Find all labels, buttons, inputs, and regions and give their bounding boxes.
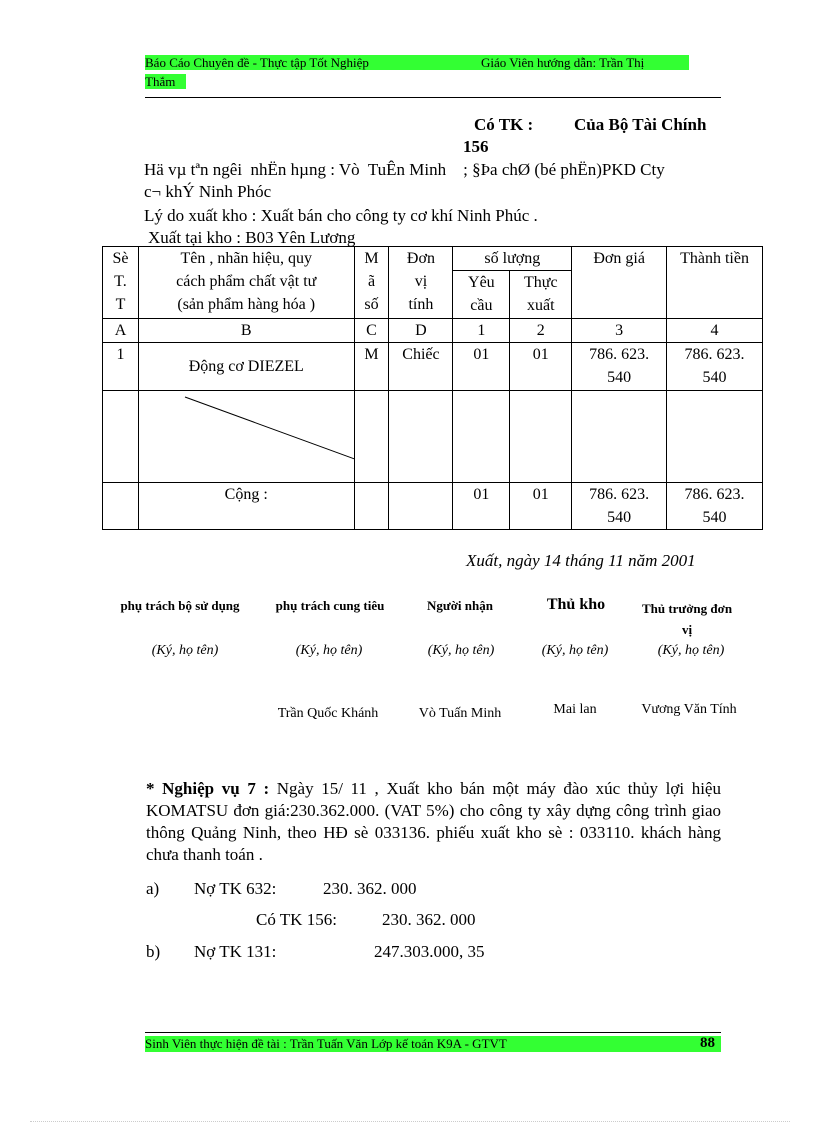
header-rule — [145, 97, 721, 98]
header-code: M ã số — [354, 247, 389, 319]
sig-note: (Ký, họ tên) — [657, 643, 725, 658]
co-tk-value: 156 — [463, 137, 489, 156]
sig-note: (Ký, họ tên) — [427, 643, 495, 658]
receiver-line2: c¬ khÝ Ninh Phóc — [144, 182, 272, 201]
entry-b-label: b) — [146, 942, 161, 961]
header-actual: Thực xuất — [510, 271, 572, 319]
entry-a-debit-value: 230. 362. 000 — [323, 879, 417, 898]
co-tk-label: Có TK : — [474, 115, 534, 134]
sig-name: Vương Văn Tính — [641, 702, 737, 717]
diagonal-cell — [138, 391, 354, 483]
page-number: 88 — [700, 1035, 715, 1051]
row-amount: 786. 623. 540 — [667, 343, 763, 391]
header-name: Tên , nhãn hiệu, quy cách phẩm chất vật tư (sản phẩm hàng hóa ) — [138, 247, 354, 319]
entry-b-debit: Nợ TK 131: — [194, 942, 277, 961]
page-edge — [30, 1121, 790, 1122]
entry-a-debit: Nợ TK 632: — [194, 879, 277, 898]
header-right: Giáo Viên hướng dẫn: Trần Thị — [481, 55, 645, 70]
code-cell: D — [389, 319, 453, 343]
diagonal-line — [139, 391, 355, 483]
row-required: 01 — [453, 343, 510, 391]
row-code: M — [354, 343, 389, 391]
code-cell: B — [138, 319, 354, 343]
header-price: Đơn giá — [572, 247, 667, 319]
header-line2: Thắm — [145, 74, 176, 89]
code-cell: 1 — [453, 319, 510, 343]
row-name: Động cơ DIEZEL — [138, 343, 354, 391]
row-unit: Chiếc — [389, 343, 453, 391]
header-stt: Sè T. T — [103, 247, 139, 319]
entry-a-credit-value: 230. 362. 000 — [382, 910, 476, 929]
sig-note: (Ký, họ tên) — [151, 643, 219, 658]
row-stt: 1 — [103, 343, 139, 391]
sig-name: Trần Quốc Khánh — [277, 706, 379, 721]
header-quantity: số lượng — [453, 247, 572, 271]
header-unit: Đơn vị tính — [389, 247, 453, 319]
footer-rule — [145, 1032, 721, 1033]
total-actual: 01 — [510, 483, 572, 530]
sig-title-storekeeper: Thủ kho — [546, 596, 606, 613]
total-required: 01 — [453, 483, 510, 530]
table-row-empty — [103, 391, 763, 483]
reason-line: Lý do xuất kho : Xuất bán cho công ty cơ khí Ninh Phúc . — [144, 206, 538, 225]
row-actual: 01 — [510, 343, 572, 391]
date-line: Xuất, ngày 14 tháng 11 năm 2001 — [466, 551, 696, 570]
receiver-line1: Hä vµ tªn ngêi nhËn hµng : Vò TuÊn Minh ; §Þa chØ (bé phËn)PKD Cty — [144, 160, 665, 179]
footer-text: Sinh Viên thực hiện đề tài : Trần Tuấn Văn Lớp kế toán K9A - GTVT — [145, 1036, 507, 1051]
total-amount: 786. 623. 540 — [667, 483, 763, 530]
code-cell: 2 — [510, 319, 572, 343]
entry-a-credit: Có TK 156: — [256, 910, 337, 929]
transaction-paragraph — [146, 778, 721, 866]
total-row — [103, 483, 763, 530]
transaction-text: Ngày 15/ 11 , Xuất kho bán một máy đào xúc thủy lợi hiệu KOMATSU đơn giá:230.362.000. (VAT 5%) cho công ty xây dựng công trình giao thông Quảng Ninh, theo HĐ sè 033136. phiếu xuất kho sè : 033110. khách hàng chưa thanh toán . — [146, 779, 721, 864]
sig-note: (Ký, họ tên) — [295, 643, 363, 658]
sig-name: Mai lan — [553, 702, 597, 717]
sig-note: (Ký, họ tên) — [541, 643, 609, 658]
sig-title-supply: phụ trách cung tiêu — [275, 598, 385, 613]
ministry: Của Bộ Tài Chính — [574, 115, 707, 134]
warehouse-line: Xuất tại kho : B03 Yên Lương — [148, 228, 356, 247]
header-left: Báo Cáo Chuyên đề - Thực tập Tốt Nghiệp — [145, 55, 369, 70]
entry-a-label: a) — [146, 879, 160, 898]
entry-b-debit-value: 247.303.000, 35 — [374, 942, 485, 961]
header-amount: Thành tiền — [667, 247, 763, 319]
sig-name: Vò Tuấn Minh — [418, 706, 502, 721]
header-required: Yêu cầu — [453, 271, 510, 319]
code-cell: A — [103, 319, 139, 343]
code-cell: 3 — [572, 319, 667, 343]
sig-title-receiver: Người nhận — [427, 598, 493, 613]
transaction-label: * Nghiệp vụ 7 : — [146, 779, 270, 798]
row-price: 786. 623. 540 — [572, 343, 667, 391]
table-row — [103, 343, 763, 391]
code-cell: 4 — [667, 319, 763, 343]
issue-table — [102, 246, 763, 530]
sig-title-head: Thủ trưởng đơn vị — [641, 601, 733, 637]
code-cell: C — [354, 319, 389, 343]
total-price: 786. 623. 540 — [572, 483, 667, 530]
total-label: Cộng : — [138, 483, 354, 530]
sig-title-user: phụ trách bộ sử dụng — [120, 598, 240, 613]
